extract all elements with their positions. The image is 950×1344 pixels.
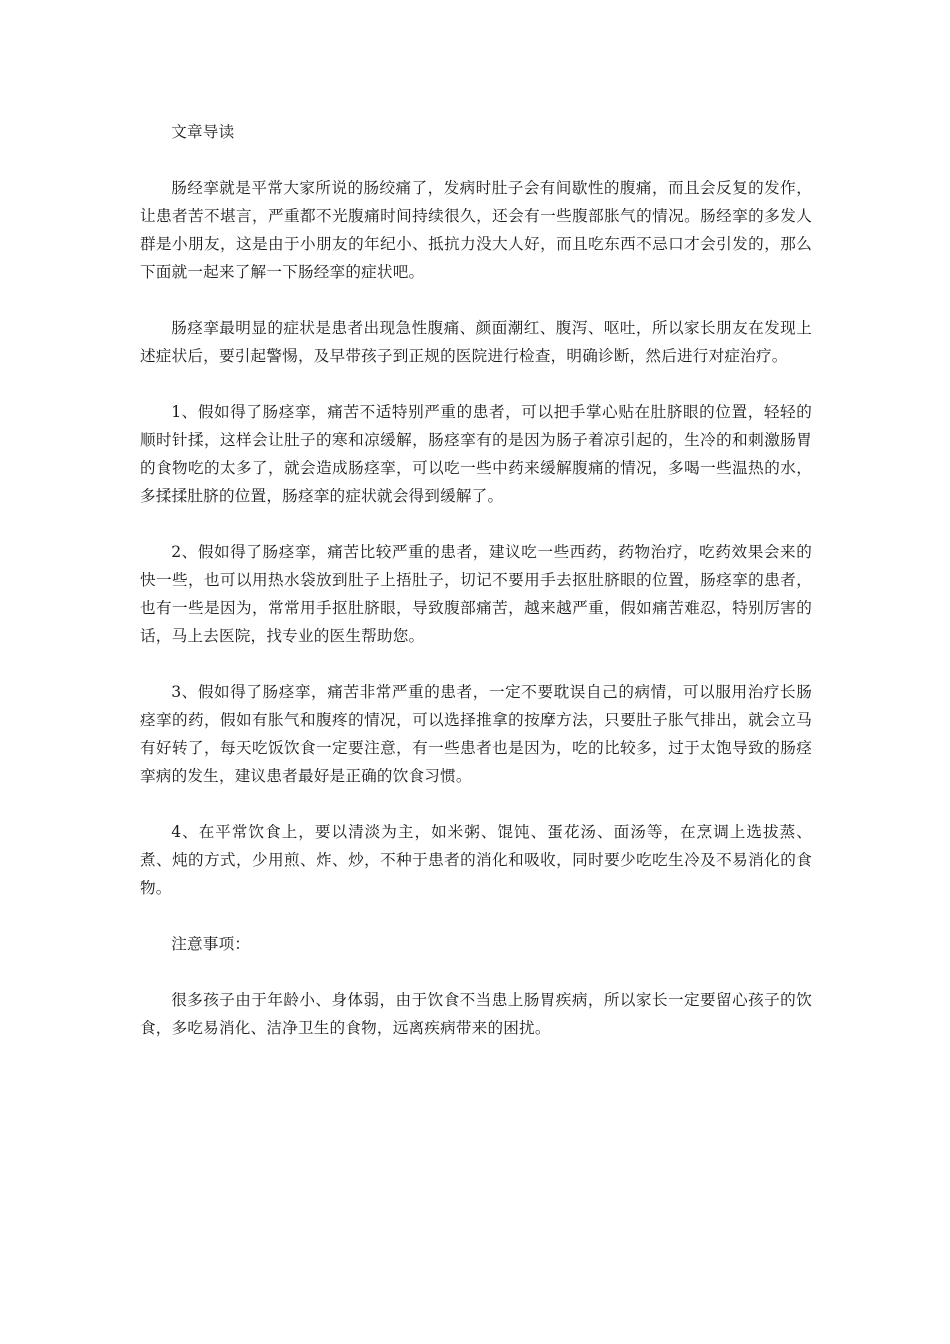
paragraph-remedy-2: 2、假如得了肠痉挛，痛苦比较严重的患者，建议吃一些西药，药物治疗，吃药效果会来的快一些，也可以用热水袋放到肚子上捂肚子，切记不要用手去抠肚脐眼的位置，肠痉挛的患者，也有一些是因为，常常用手抠肚脐眼，导致腹部痛苦，越来越严重，假如痛苦难忍，特别厉害的话，马上去医院，找专业的医生帮助您。 <box>140 543 812 645</box>
paragraph-intro: 肠经挛就是平常大家所说的肠绞痛了，发病时肚子会有间歇性的腹痛，而且会反复的发作，让患者苦不堪言，严重都不光腹痛时间持续很久，还会有一些腹部胀气的情况。肠经挛的多发人群是小朋友，这是由于小朋友的年纪小、抵抗力没大人好，而且吃东西不忌口才会引发的，那么下面就一起来了解一下肠经挛的症状吧。 <box>140 179 812 281</box>
paragraph-diet-4: 4、在平常饮食上，要以清淡为主，如米粥、馄饨、蛋花汤、面汤等，在烹调上选拔蒸、煮、炖的方式，少用煎、炸、炒，不种于患者的消化和吸收，同时要少吃吃生冷及不易消化的食物。 <box>140 823 812 897</box>
notes-heading: 注意事项： <box>171 935 251 953</box>
paragraph-notes: 很多孩子由于年龄小、身体弱，由于饮食不当患上肠胃疾病，所以家长一定要留心孩子的饮食，多吃易消化、洁净卫生的食物，远离疾病带来的困扰。 <box>140 991 812 1037</box>
paragraph-remedy-3: 3、假如得了肠痉挛，痛苦非常严重的患者，一定不要耽误自己的病情，可以服用治疗长肠痉挛的药，假如有胀气和腹疼的情况，可以选择推拿的按摩方法，只要肚子胀气排出，就会立马有好转了，每天吃饭饮食一定要注意，有一些患者也是因为，吃的比较多，过于太饱导致的肠痉挛病的发生，建议患者最好是正确的饮食习惯。 <box>140 683 812 785</box>
article-intro-heading: 文章导读 <box>171 123 235 141</box>
paragraph-remedy-1: 1、假如得了肠痉挛，痛苦不适特别严重的患者，可以把手掌心贴在肚脐眼的位置，轻轻的顺时针揉，这样会让肚子的寒和凉缓解，肠痉挛有的是因为肠子着凉引起的，生冷的和刺激肠胃的食物吃的太多了，就会造成肠痉挛，可以吃一些中药来缓解腹痛的情况，多喝一些温热的水，多揉揉肚脐的位置，肠痉挛的症状就会得到缓解了。 <box>140 403 812 505</box>
document-page <box>140 118 812 1042</box>
paragraph-symptoms: 肠痉挛最明显的症状是患者出现急性腹痛、颜面潮红、腹泻、呕吐，所以家长朋友在发现上述症状后，要引起警惕，及早带孩子到正规的医院进行检查，明确诊断，然后进行对症治疗。 <box>140 319 812 365</box>
